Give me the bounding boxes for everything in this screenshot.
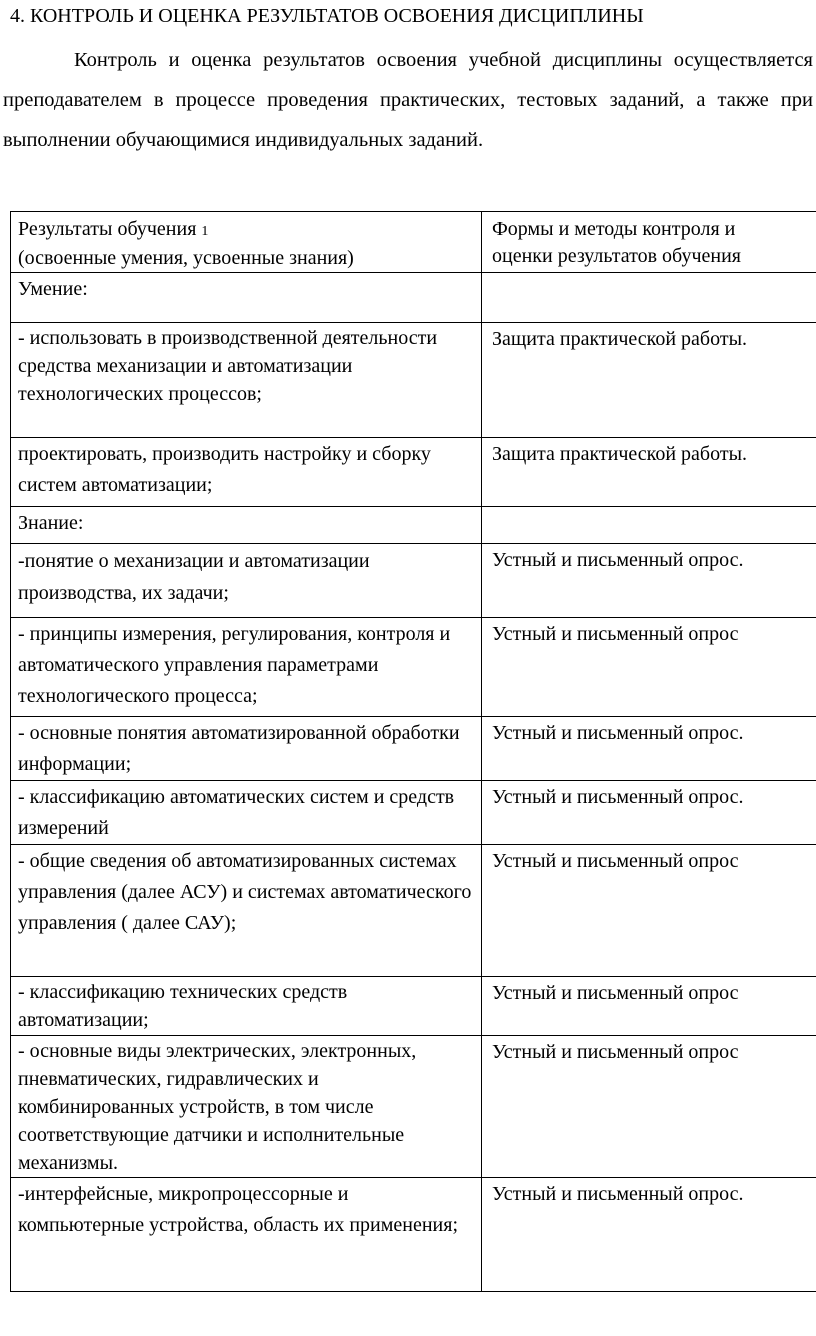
method-cell: Устный и письменный опрос (482, 977, 816, 1036)
method-cell: Устный и письменный опрос (482, 1036, 816, 1178)
method-cell (482, 273, 816, 323)
table-row (11, 323, 816, 438)
intro-paragraph: Контроль и оценка результатов освоения учебной дисциплины осуществляется преподавателем в процессе проведения практических, тестовых заданий, а также при выполнении обучающимися индивидуальных заданий. (3, 49, 813, 151)
header-results-cell (11, 212, 482, 273)
table-row (11, 717, 816, 781)
header-methods-line2: оценки результатов обучения (492, 245, 741, 267)
method-cell: Устный и письменный опрос (482, 845, 816, 977)
table-row (11, 438, 816, 507)
result-cell: - основные понятия автоматизированной обработки информации; (11, 717, 482, 781)
result-cell: проектировать, производить настройку и сборку систем автоматизации; (11, 438, 482, 507)
table-row (11, 618, 816, 717)
table-row (11, 273, 816, 323)
header-methods-line1: Формы и методы контроля и (492, 218, 736, 240)
method-cell: Защита практической работы. (482, 323, 816, 438)
result-cell: - основные виды электрических, электронных, пневматических, гидравлических и комбинированных устройств, в том числе соответствующие датчики и исполнительные механизмы. (11, 1036, 482, 1178)
result-cell: - классификацию автоматических систем и средств измерений (11, 781, 482, 845)
result-cell: Знание: (11, 507, 482, 544)
footnote-mark: 1 (201, 224, 209, 239)
table-row (11, 977, 816, 1036)
result-cell: - общие сведения об автоматизированных системах управления (далее АСУ) и системах автоматического управления ( далее САУ); (11, 845, 482, 977)
header-results-subtitle: (освоенные умения, усвоенные знания) (18, 247, 354, 269)
table-row (11, 1036, 816, 1178)
table-row (11, 507, 816, 544)
table-row (11, 845, 816, 977)
table-row (11, 781, 816, 845)
result-cell: Умение: (11, 273, 482, 323)
results-table (10, 211, 816, 1292)
header-results-title: Результаты обучения (18, 218, 197, 240)
method-cell (482, 507, 816, 544)
method-cell: Устный и письменный опрос. (482, 781, 816, 845)
table-row (11, 544, 816, 618)
result-cell: - использовать в производственной деятельности средства механизации и автоматизации технологических процессов; (11, 323, 482, 438)
result-cell: - принципы измерения, регулирования, контроля и автоматического управления параметрами технологического процесса; (11, 618, 482, 717)
section-heading: 4. КОНТРОЛЬ И ОЦЕНКА РЕЗУЛЬТАТОВ ОСВОЕНИЯ ДИСЦИПЛИНЫ (10, 5, 644, 27)
result-cell: - классификацию технических средств автоматизации; (11, 977, 482, 1036)
method-cell: Устный и письменный опрос. (482, 1178, 816, 1292)
header-methods-cell (482, 212, 816, 273)
method-cell: Устный и письменный опрос. (482, 544, 816, 618)
result-cell: -интерфейсные, микропроцессорные и компьютерные устройства, область их применения; (11, 1178, 482, 1292)
method-cell: Защита практической работы. (482, 438, 816, 507)
table-header-row (11, 212, 816, 273)
result-cell: -понятие о механизации и автоматизации производства, их задачи; (11, 544, 482, 618)
method-cell: Устный и письменный опрос. (482, 717, 816, 781)
table-row (11, 1178, 816, 1292)
method-cell: Устный и письменный опрос (482, 618, 816, 717)
